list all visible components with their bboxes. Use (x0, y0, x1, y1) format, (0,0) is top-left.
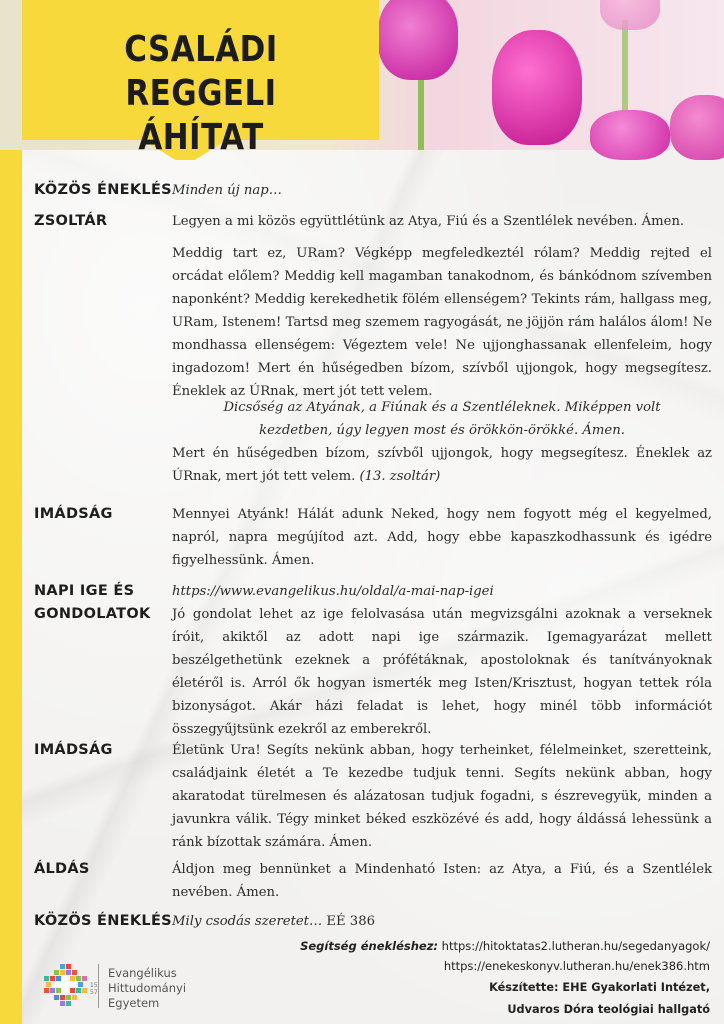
psalm-intro: Legyen a mi közös együttlétünk az Atya, Fiú és a Szentlélek nevében. Ámen. (172, 214, 685, 229)
psalm-reference: (13. zsoltár) (359, 469, 441, 484)
title-line-1: CSALÁDI REGGELI (124, 29, 278, 114)
logo-year-top: 15 (90, 982, 98, 989)
psalm-body: Meddig tart ez, URam? Végképp megfeledkeztél rólam? Meddig rejted el orcádat előlem? Meddig kell magamban tanakodnom, és bánkódnom szívemben naponként? Meddig kerekedhetik fölém ellenségem? Tekints rám, hallgass meg, URam, Istenem! Tartsd meg szemem ragyogását, ne jöjjön rám halálos álom! Ne mondhassa ellenségem: Végeztem vele! Ne ujjonghassanak ellenfeleim, hogy ingadozom! Mert én hűségedben bízom, szívből ujjongok, hogy megsegítesz. Éneklek az ÚRnak, mert jót tett velem. (172, 246, 712, 399)
university-name-line-3: Egyetem (108, 996, 160, 1010)
section-label-prayer-2: IMÁDSÁG (34, 742, 113, 758)
singing-help-link-1[interactable]: https://hitoktatas2.lutheran.hu/segedanyagok/ (441, 939, 710, 953)
section-label-psalm: ZSOLTÁR (34, 213, 108, 229)
credit-line-2: Udvaros Dóra teológiai hallgató (507, 1003, 710, 1016)
university-name (108, 966, 186, 1011)
hymn-number: EÉ 386 (326, 914, 375, 929)
cross-mosaic-icon (42, 962, 88, 1008)
prayer-2-text: Életünk Ura! Segíts nekünk abban, hogy terheinket, félelmeinket, szeretteink, családjaink életét a Te kezedbe tudjuk tenni. Segíts nekünk abban, hogy akaratodat türelmesen és alázatosan tudjuk fogadni, s észrevegyük, minden a javunkra válik. Tégy minket béked eszközévé és add, hogy áldássá lehessünk a ránk bízottak számára. Ámen. (172, 743, 712, 850)
prayer-text: Mennyei Atyánk! Hálát adunk Neked, hogy nem fogyott még el kegyelmed, napról, napra megújítod azt. Add, hogy ebbe kapaszkodhassunk és igédre figyelhessünk. Ámen. (172, 507, 712, 568)
university-name-line-1: Evangélikus (108, 966, 177, 980)
psalm-ending (172, 442, 712, 488)
section-label-prayer: IMÁDSÁG (34, 506, 113, 522)
singing-help (190, 936, 710, 956)
section-label-song: KÖZÖS ÉNEKLÉS (34, 182, 172, 198)
gloria-line-1: Dicsőség az Atyának, a Fiúnak és a Szentléleknek. Miképpen volt (223, 400, 661, 415)
daily-word-label-line-1: NAPI IGE ÉS (34, 583, 135, 599)
logo-year (90, 982, 98, 996)
singing-help-link-2[interactable]: https://enekeskonyv.lutheran.hu/enek386.htm (443, 959, 710, 973)
title-line-2: ÁHÍTAT (138, 117, 264, 158)
section-label-daily-word (34, 580, 151, 626)
university-name-line-2: Hittudományi (108, 981, 187, 995)
logo-divider (98, 964, 99, 1008)
song-title: Minden új nap… (172, 183, 282, 198)
section-label-song-2: KÖZÖS ÉNEKLÉS (34, 913, 172, 929)
section-label-blessing: ÁLDÁS (34, 861, 90, 877)
song-2 (172, 910, 712, 933)
logo-year-bottom: 57 (90, 989, 98, 996)
gloria-patri (172, 396, 712, 442)
psalm-ending-text: Mert én hűségedben bízom, szívből ujjongok, hogy megsegítesz. Éneklek az ÚRnak, mert jót tett velem. (172, 446, 712, 484)
song-2-title: Mily csodás szeretet… (172, 914, 323, 929)
singing-help-label: Segítség énekléshez: (300, 939, 439, 953)
blessing-text: Áldjon meg bennünket a Mindenható Isten: az Atya, a Fiú, és a Szentlélek nevében. Ámen. (172, 862, 712, 900)
credit-line-1: Készítette: EHE Gyakorlati Intézet, (489, 981, 710, 994)
gloria-line-2: kezdetben, úgy legyen most és örökkön-örökké. Ámen. (259, 423, 625, 438)
daily-word-label-line-2: GONDOLATOK (34, 606, 151, 622)
daily-word-text: Jó gondolat lehet az ige felolvasása után megvizsgálni azoknak a verseknek íróit, akiktől az adott napi ige származik. Igemagyarázat mellett beszélgethetünk ezeknek a prófétáknak, apostoloknak és tanítványoknak életéről is. Arról ők hogyan ismerték meg Isten/Krisztust, hogyan tettek róla bizonyságot. Akár házi feladat is lehet, hogy minél több információt összegyűjtsünk ezekről az emberekről. (172, 607, 712, 737)
daily-word-link[interactable]: https://www.evangelikus.hu/oldal/a-mai-nap-igei (172, 584, 494, 599)
